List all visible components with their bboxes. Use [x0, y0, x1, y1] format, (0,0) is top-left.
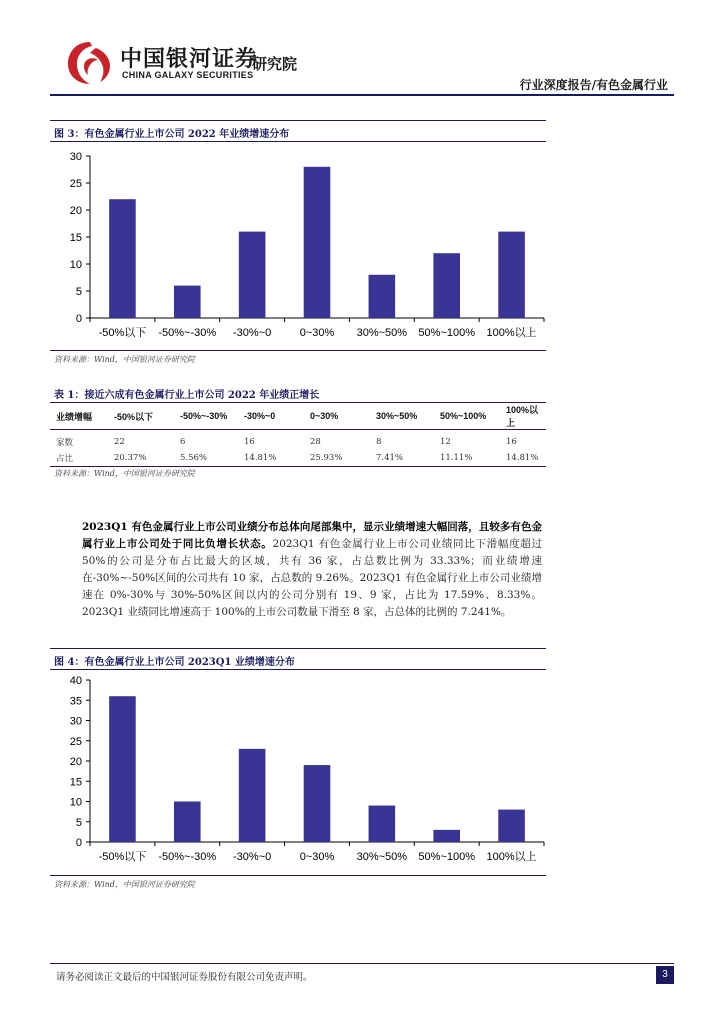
figure-4-chart	[50, 672, 546, 876]
bar	[498, 810, 525, 842]
x-tick-label: 100%以上	[486, 851, 537, 863]
x-tick-label: 50%~100%	[418, 327, 476, 339]
y-tick-label: 10	[69, 796, 82, 809]
table-1-header-cell: -30%~0	[244, 411, 276, 421]
figure-4-bottom-rule	[50, 875, 546, 876]
figure-3-title: 图 3：有色金属行业上市公司 2022 年业绩增速分布	[54, 129, 290, 140]
footer-rule	[50, 963, 674, 964]
x-tick-label: -50%以下	[98, 851, 147, 863]
table-cell: 22	[114, 437, 125, 447]
table-1-header-cell: 50%~100%	[440, 411, 487, 421]
x-tick-label: 30%~50%	[356, 327, 408, 339]
y-tick-label: 25	[69, 735, 82, 748]
y-tick-label: 15	[69, 776, 82, 789]
y-tick-label: 0	[75, 837, 82, 849]
table-1-header-cell: -50%~-30%	[180, 411, 228, 421]
x-tick-label: 0~30%	[299, 851, 335, 863]
header	[0, 0, 724, 100]
table-cell: 20.37%	[114, 453, 147, 463]
x-tick-label: -50%以下	[98, 327, 147, 339]
analysis-paragraph	[82, 519, 542, 621]
table-1-header-cell: -50%以下	[114, 411, 154, 422]
y-tick-label: 0	[75, 313, 82, 325]
logo-cn-text: 中国银河证券	[120, 47, 259, 72]
table-1	[50, 386, 546, 479]
table-1-source: 资料来源：Wind，中国银河证券研究院	[54, 469, 195, 478]
footer-disclaimer: 请务必阅读正文最后的中国银河证券股份有限公司免责声明。	[56, 972, 313, 983]
x-tick-label: 30%~50%	[356, 851, 408, 863]
figure-3	[50, 118, 546, 368]
table-1-header-cell: 30%~50%	[376, 411, 418, 421]
table-1-grid	[50, 403, 546, 467]
bar	[433, 253, 460, 318]
paragraph-body: 2023Q1 有色金属行业上市公司业绩同比下滑幅度超过 50%的公司是分布占比最大的区域，共有 36 家，占总数比例为 33.33%；而业绩增速在-30%~-50%区间的公司共有 10 家，占总数的 9.26%。2023Q1 有色金属行业上市公司业绩增速在 0%-30%与 30%-50%区间以内的公司分别有 19、9 家，占比为 17.59%、8.33%。2023Q1 业绩同比增速高于 100%的上市公司数量下滑至 8 家，占总体的比例的 7.241%。	[82, 538, 542, 618]
bar	[369, 275, 396, 318]
logo-dept-text: 研究院	[252, 55, 298, 73]
x-tick-label: -30%~0	[233, 327, 272, 339]
figure-4-source: 资料来源：Wind，中国银河证券研究院	[54, 880, 195, 889]
table-1-header-cell: 业绩增幅	[56, 411, 93, 422]
header-rule	[50, 94, 674, 96]
bar	[174, 286, 201, 318]
y-tick-label: 20	[69, 756, 82, 768]
bar	[433, 830, 460, 842]
y-tick-label: 5	[75, 286, 82, 298]
y-tick-label: 35	[69, 695, 82, 708]
table-1-header-row	[50, 403, 546, 430]
table-cell: 占比	[56, 454, 74, 464]
report-type: 行业深度报告/有色金属行业	[519, 78, 668, 92]
table-cell: 28	[310, 437, 321, 447]
figure-3-title-rule	[50, 141, 546, 142]
table-cell: 5.56%	[180, 453, 208, 463]
table-cell: 12	[440, 437, 451, 447]
table-row	[50, 430, 546, 451]
x-tick-label: 0~30%	[299, 327, 335, 339]
y-tick-label: 15	[69, 232, 82, 244]
page-number: 3	[656, 966, 674, 984]
bar	[498, 232, 525, 318]
galaxy-logo-icon	[66, 40, 114, 86]
table-cell: 16	[244, 437, 255, 447]
table-cell: 14.81%	[244, 453, 277, 463]
bar	[239, 232, 266, 318]
paragraph-lead: 2023Q1 有色金属行业上市公司业绩分布总体向尾部集中，显示业绩增速大幅回落，且较多有色金属行业上市公司处于同比负增长状态。	[82, 521, 542, 550]
figure-4	[50, 646, 546, 896]
y-tick-label: 30	[69, 715, 82, 728]
x-tick-label: -50%~-30%	[158, 851, 217, 863]
table-1-header-cell: 100%以上	[506, 405, 539, 428]
x-tick-label: -30%~0	[233, 851, 272, 863]
figure-3-bottom-rule	[50, 350, 546, 351]
figure-3-source: 资料来源：Wind，中国银河证券研究院	[54, 355, 195, 364]
figure-4-title: 图 4：有色金属行业上市公司 2023Q1 业绩增速分布	[54, 657, 295, 668]
bar	[369, 806, 396, 842]
table-cell: 8	[376, 437, 382, 447]
x-tick-label: -50%~-30%	[158, 327, 217, 339]
figure-4-top-rule	[50, 648, 546, 649]
y-tick-label: 40	[69, 675, 82, 687]
logo-en-text: CHINA GALAXY SECURITIES	[122, 70, 254, 80]
table-1-header-cell: 0~30%	[310, 411, 339, 421]
table-cell: 14.81%	[506, 453, 539, 463]
figure-4-title-rule	[50, 669, 546, 670]
y-tick-label: 10	[69, 259, 82, 271]
bar	[109, 696, 136, 842]
table-cell: 7.41%	[376, 453, 404, 463]
bar	[304, 167, 331, 318]
bar	[239, 749, 266, 842]
y-tick-label: 25	[69, 178, 82, 190]
table-cell: 6	[180, 437, 186, 447]
table-cell: 25.93%	[310, 453, 343, 463]
figure-3-chart	[50, 144, 546, 350]
y-tick-label: 5	[75, 816, 82, 829]
figure-3-top-rule	[50, 120, 546, 121]
table-row	[50, 450, 546, 467]
y-tick-label: 20	[69, 205, 82, 217]
table-1-title: 表 1：接近六成有色金属行业上市公司 2022 年业绩正增长	[54, 390, 320, 401]
bar	[174, 802, 201, 843]
bar	[109, 199, 136, 318]
table-cell: 16	[506, 437, 517, 447]
x-tick-label: 50%~100%	[418, 851, 476, 863]
bar	[304, 765, 331, 842]
table-cell: 11.11%	[440, 453, 473, 463]
x-tick-label: 100%以上	[486, 327, 537, 339]
table-cell: 家数	[56, 438, 74, 448]
y-tick-label: 30	[69, 151, 82, 163]
